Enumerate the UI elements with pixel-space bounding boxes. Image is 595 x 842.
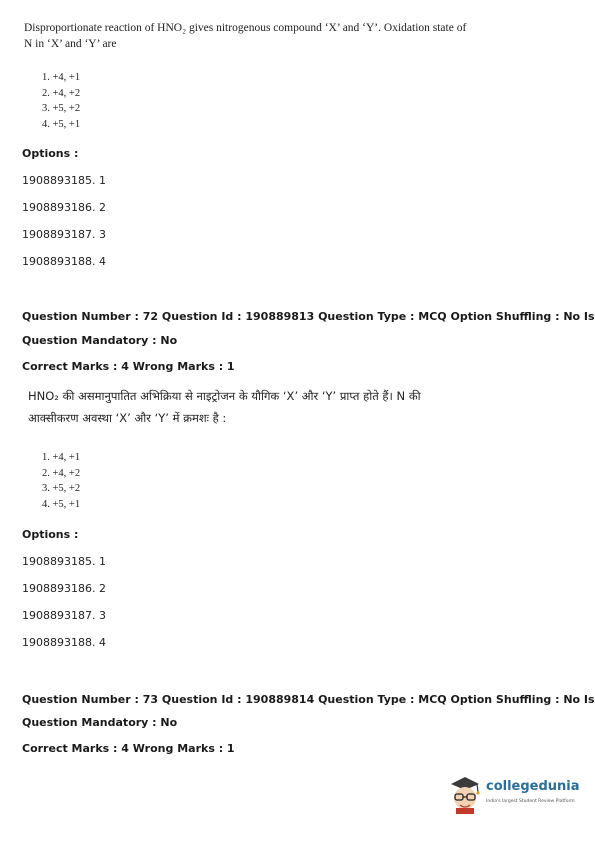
choice-item: 2. +4, +2 <box>42 87 81 99</box>
options-label: Options : <box>22 147 79 160</box>
option-item: 1908893188. 4 <box>22 636 106 649</box>
question-text-line: Disproportionate reaction of HNO₂ gives nitrogenous compound ‘X’ and ‘Y’. Oxidation state of <box>24 22 467 34</box>
question-header: Question Number : 72 Question Id : 190889813 Question Type : MCQ Option Shuffling : No Is <box>22 310 595 323</box>
choice-list <box>42 450 80 512</box>
option-item: 1908893187. 3 <box>22 228 106 241</box>
question-text <box>24 20 466 52</box>
question-mandatory: Question Mandatory : No <box>22 716 178 729</box>
question-text-line: N in ‘X’ and ‘Y’ are <box>24 38 117 50</box>
option-item: 1908893185. 1 <box>22 174 106 187</box>
question-mandatory: Question Mandatory : No <box>22 334 178 347</box>
question-marks: Correct Marks : 4 Wrong Marks : 1 <box>22 360 235 373</box>
collegedunia-logo <box>447 772 585 816</box>
choice-list <box>42 70 80 132</box>
option-item: 1908893186. 2 <box>22 201 106 214</box>
option-item: 1908893185. 1 <box>22 555 106 568</box>
question-text-hindi <box>28 385 421 429</box>
choice-item: 4. +5, +1 <box>42 498 81 510</box>
option-item: 1908893187. 3 <box>22 609 106 622</box>
question-header: Question Number : 73 Question Id : 190889814 Question Type : MCQ Option Shuffling : No Is <box>22 693 595 706</box>
options-label: Options : <box>22 528 79 541</box>
choice-item: 2. +4, +2 <box>42 467 81 479</box>
logo-tagline: India's largest Student Review Platform <box>486 799 575 804</box>
graduate-mascot-icon <box>447 774 483 814</box>
question-text-line: आक्सीकरण अवस्था ‘X’ और ‘Y’ में क्रमशः है : <box>28 411 227 425</box>
question-text-line: HNO₂ की असमानुपातित अभिक्रिया से नाइट्रोजन के यौगिक ‘X’ और ‘Y’ प्राप्त होते हैं। N की <box>28 389 421 403</box>
choice-item: 1. +4, +1 <box>42 72 81 83</box>
question-marks: Correct Marks : 4 Wrong Marks : 1 <box>22 742 235 755</box>
choice-item: 1. +4, +1 <box>42 452 81 463</box>
option-item: 1908893186. 2 <box>22 582 106 595</box>
option-item: 1908893188. 4 <box>22 255 106 268</box>
logo-wordmark: collegedunia <box>486 779 580 794</box>
choice-item: 3. +5, +2 <box>42 483 81 494</box>
choice-item: 3. +5, +2 <box>42 103 81 114</box>
choice-item: 4. +5, +1 <box>42 118 81 130</box>
